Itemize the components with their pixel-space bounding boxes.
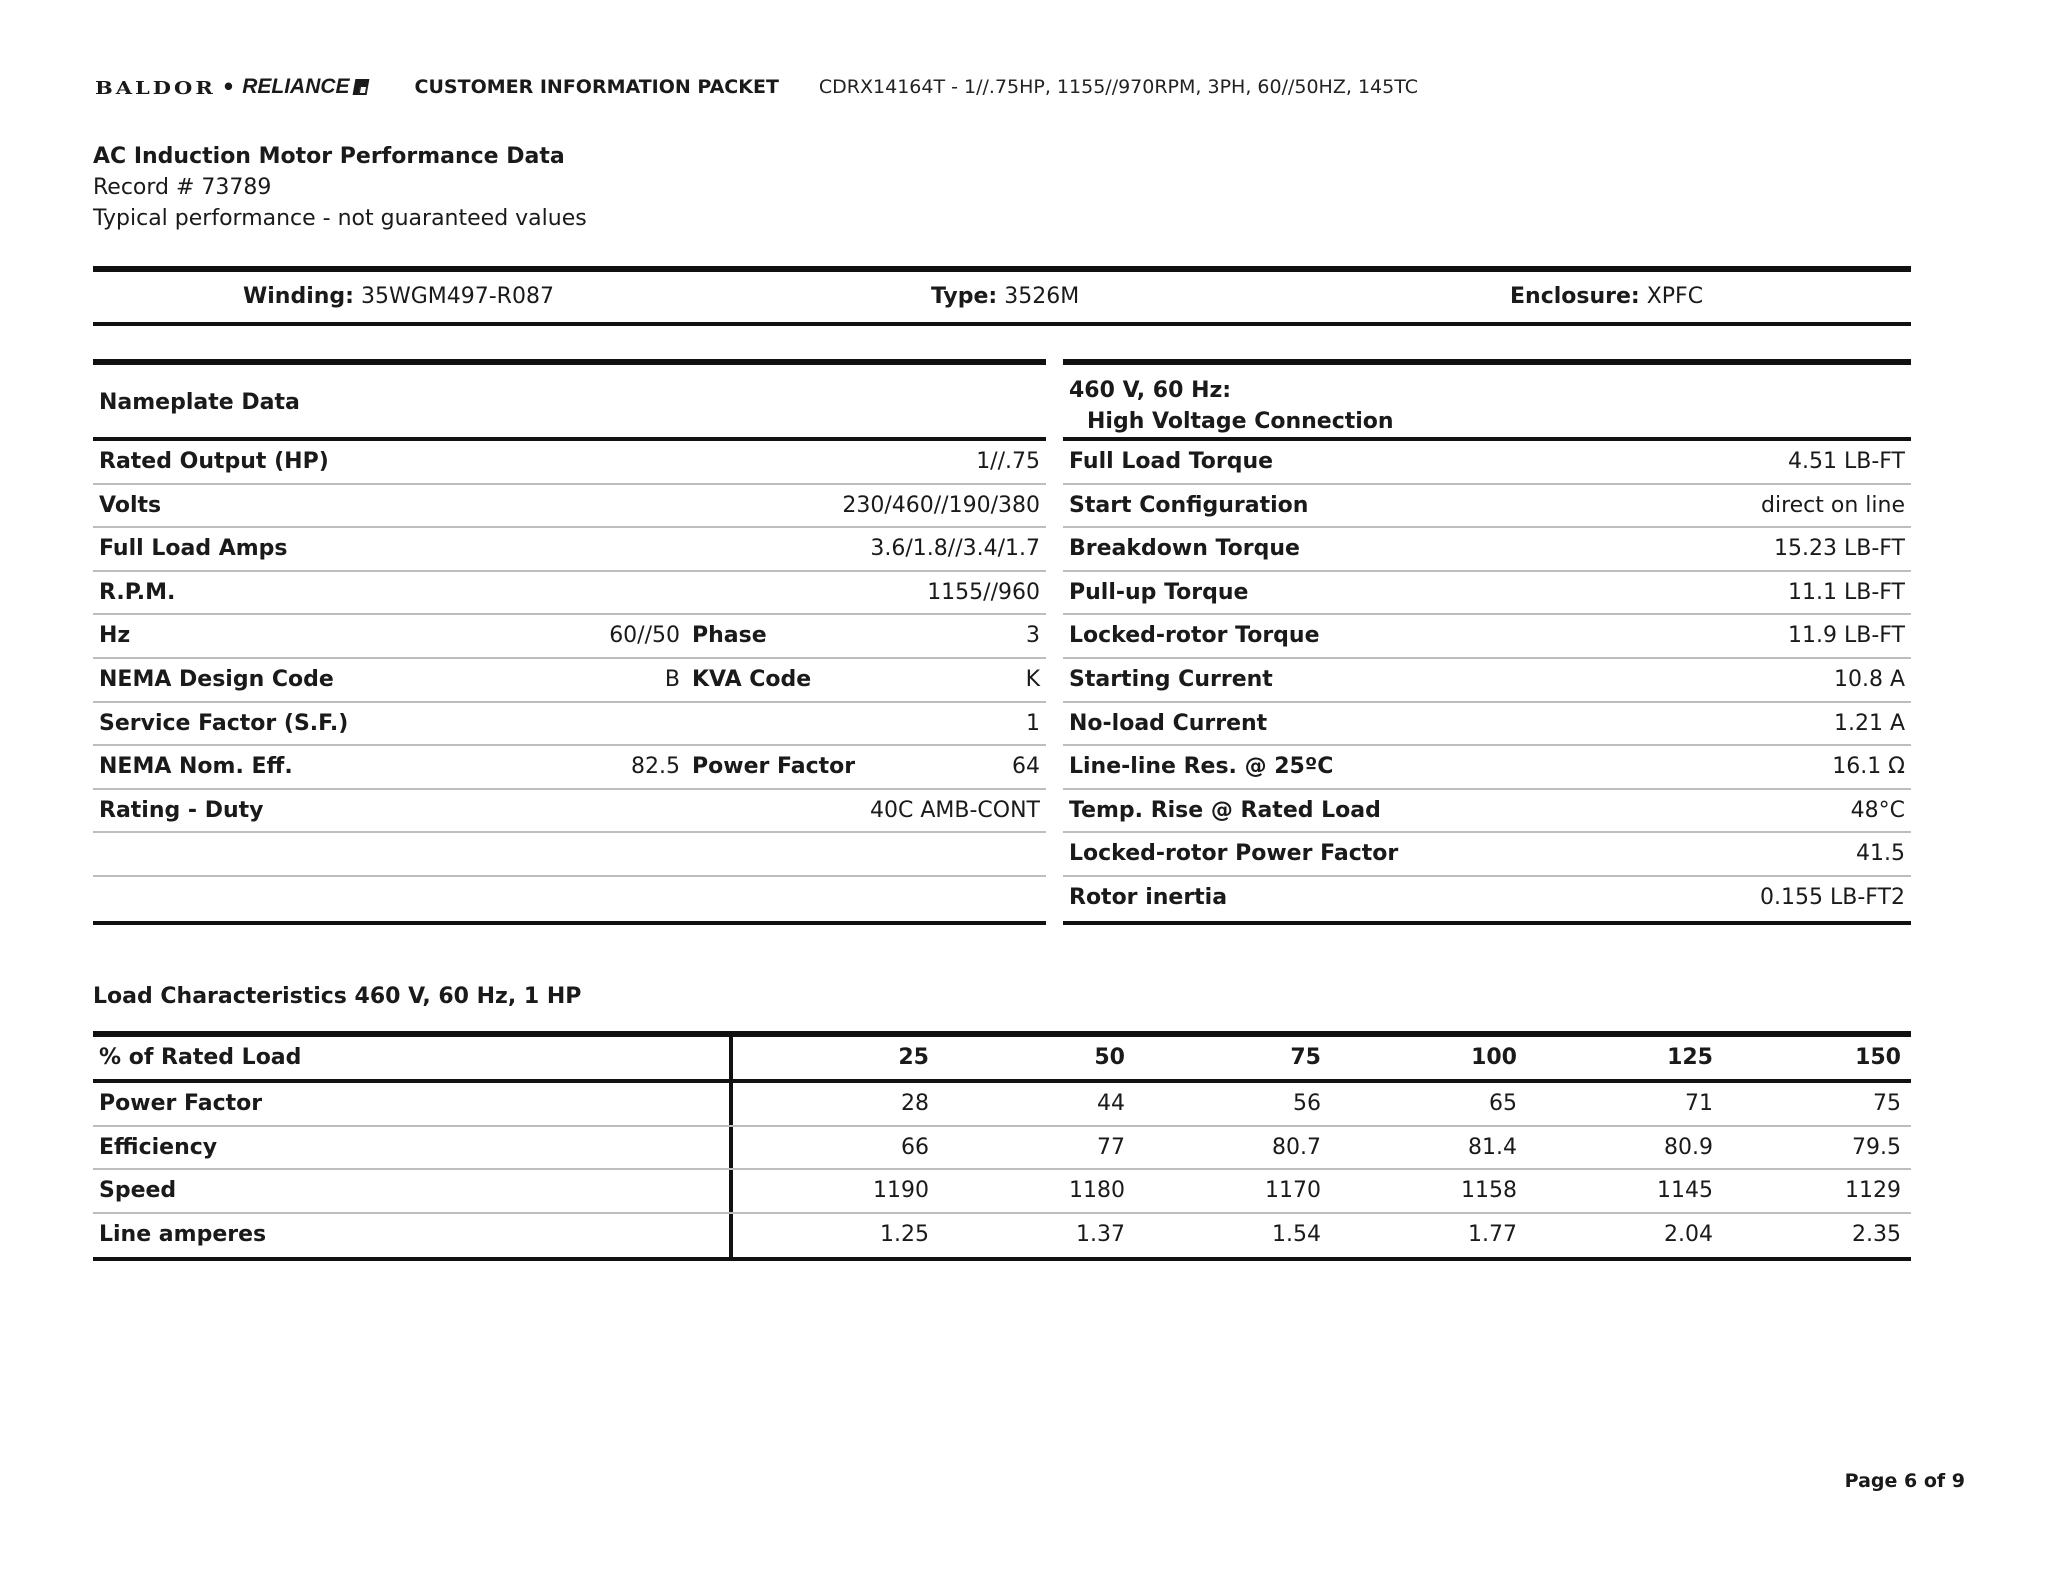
table-row [93, 1083, 1911, 1127]
header-label: % of Rated Load [93, 1037, 733, 1079]
row-mid-label: Power Factor [692, 754, 856, 780]
motor-spec-band [93, 266, 1911, 326]
logo-baldor-text: BALDOR [95, 76, 216, 98]
table-cell: 56 [1293, 1091, 1321, 1116]
row-value: 3 [1026, 623, 1040, 649]
header-cell: 125 [1667, 1045, 1713, 1070]
row-value: direct on line [1761, 492, 1905, 518]
performance-title-connection: High Voltage Connection [1087, 409, 1394, 434]
record-number: Record # 73789 [93, 175, 272, 200]
packet-title: CUSTOMER INFORMATION PACKET [414, 76, 779, 98]
row-value: 0.155 LB-FT2 [1760, 884, 1905, 910]
table-cell: 44 [1097, 1091, 1125, 1116]
table-row [1063, 703, 1911, 747]
row-label: No-load Current [1069, 710, 1268, 736]
table-cell: 66 [901, 1134, 929, 1160]
row-mid-label: Phase [692, 623, 767, 649]
row-label: Full Load Torque [1069, 449, 1274, 474]
table-cell: 1145 [1657, 1178, 1713, 1204]
row-label: Line amperes [93, 1214, 733, 1258]
header-cell: 25 [898, 1045, 929, 1070]
table-cell: 65 [1489, 1091, 1517, 1116]
table-cell: 1158 [1461, 1178, 1517, 1204]
load-characteristics-table [93, 1031, 1911, 1261]
table-cell: 71 [1685, 1091, 1713, 1116]
row-label: Temp. Rise @ Rated Load [1069, 797, 1381, 823]
table-cell: 1170 [1265, 1178, 1321, 1204]
row-value: 1//.75 [976, 449, 1040, 474]
row-value: 11.9 LB-FT [1788, 623, 1905, 649]
row-label: Efficiency [93, 1127, 733, 1169]
row-label: Power Factor [93, 1083, 733, 1125]
row-label: Breakdown Torque [1069, 536, 1300, 562]
table-cell: 77 [1097, 1134, 1125, 1160]
disclaimer: Typical performance - not guaranteed values [93, 206, 587, 231]
table-cell: 1.77 [1468, 1221, 1517, 1247]
row-label: NEMA Design Code [99, 666, 334, 692]
row-label: Full Load Amps [99, 536, 288, 562]
baldor-reliance-logo [95, 75, 368, 100]
table-cell: 81.4 [1468, 1134, 1517, 1160]
enclosure-value: XPFC [1646, 284, 1704, 309]
table-row-empty [93, 833, 1046, 877]
row-label: Locked-rotor Power Factor [1069, 841, 1399, 867]
row-value: 48°C [1850, 797, 1905, 823]
table-cell: 1.54 [1272, 1221, 1321, 1247]
logo-dot: • [221, 75, 237, 99]
row-label: Hz [99, 623, 131, 649]
row-value: 10.8 A [1833, 666, 1905, 692]
header-cell: 50 [1094, 1045, 1125, 1070]
row-label: Pull-up Torque [1069, 579, 1249, 605]
type-label: Type: [931, 284, 998, 309]
winding-field [243, 272, 554, 322]
table-row [1063, 572, 1911, 616]
nameplate-title: Nameplate Data [93, 365, 1046, 441]
row-label: Starting Current [1069, 666, 1273, 692]
nameplate-table [93, 359, 1046, 925]
row-value: 15.23 LB-FT [1774, 536, 1905, 562]
table-row [93, 790, 1046, 834]
table-cell: 1.25 [880, 1221, 929, 1247]
table-row [93, 572, 1046, 616]
row-value: 1155//960 [927, 579, 1040, 605]
row-label: Start Configuration [1069, 492, 1309, 518]
row-label: R.P.M. [99, 579, 176, 605]
table-row [93, 615, 1046, 659]
header-cell: 150 [1855, 1045, 1901, 1070]
winding-value: 35WGM497-R087 [360, 284, 554, 309]
header-cell: 75 [1290, 1045, 1321, 1070]
row-mid-value: 60//50 [609, 623, 680, 649]
row-mid-value: B [664, 666, 680, 692]
table-cell: 1180 [1069, 1178, 1125, 1204]
table-row [1063, 528, 1911, 572]
row-value: 64 [1012, 754, 1040, 780]
row-value: 1 [1026, 710, 1040, 736]
table-cell: 80.9 [1664, 1134, 1713, 1160]
table-row [1063, 485, 1911, 529]
enclosure-label: Enclosure: [1510, 284, 1640, 309]
row-value: 41.5 [1856, 841, 1905, 867]
row-label: Rotor inertia [1069, 884, 1228, 910]
table-cell: 1.37 [1076, 1221, 1125, 1247]
table-cell: 75 [1873, 1091, 1901, 1116]
header-cell: 100 [1471, 1045, 1517, 1070]
row-mid-label: KVA Code [692, 666, 812, 692]
winding-label: Winding: [243, 284, 354, 309]
logo-reliance-text: RELIANCE [242, 75, 350, 98]
performance-title-voltage: 460 V, 60 Hz: [1069, 378, 1232, 403]
logo-mark-icon [352, 79, 369, 95]
table-cell: 28 [901, 1091, 929, 1116]
table-row [93, 746, 1046, 790]
row-mid-value: 82.5 [631, 754, 680, 780]
row-value: K [1025, 666, 1040, 692]
table-cell: 2.04 [1664, 1221, 1713, 1247]
enclosure-field [1510, 272, 1703, 322]
table-cell: 80.7 [1272, 1134, 1321, 1160]
table-row [93, 1170, 1911, 1214]
model-summary: CDRX14164T - 1//.75HP, 1155//970RPM, 3PH, 60//50HZ, 145TC [818, 76, 1418, 98]
performance-table [1063, 359, 1911, 925]
intro-block [93, 141, 587, 234]
table-row [93, 1214, 1911, 1258]
table-row [1063, 790, 1911, 834]
table-row [93, 441, 1046, 485]
table-row [1063, 877, 1911, 921]
table-row-empty [93, 877, 1046, 921]
row-value: 230/460//190/380 [842, 492, 1040, 518]
table-cell: 2.35 [1852, 1221, 1901, 1247]
table-row [93, 659, 1046, 703]
table-row [93, 703, 1046, 747]
performance-title [1063, 365, 1911, 441]
row-label: Locked-rotor Torque [1069, 623, 1320, 649]
table-row [1063, 833, 1911, 877]
row-label: Service Factor (S.F.) [99, 710, 349, 736]
document-title: AC Induction Motor Performance Data [93, 144, 565, 169]
row-value: 40C AMB-CONT [870, 797, 1040, 823]
table-row [93, 528, 1046, 572]
table-header-row [93, 1037, 1911, 1083]
row-value: 1.21 A [1833, 710, 1905, 736]
table-row [93, 1127, 1911, 1171]
page-header [95, 72, 1418, 102]
row-value: 4.51 LB-FT [1788, 449, 1905, 474]
row-label: Rated Output (HP) [99, 449, 329, 474]
load-characteristics-title: Load Characteristics 460 V, 60 Hz, 1 HP [93, 984, 582, 1009]
row-label: Volts [99, 492, 162, 518]
table-cell: 79.5 [1852, 1134, 1901, 1160]
type-value: 3526M [1004, 284, 1080, 309]
table-row [1063, 615, 1911, 659]
row-value: 3.6/1.8//3.4/1.7 [870, 536, 1040, 562]
row-label: NEMA Nom. Eff. [99, 754, 293, 780]
table-row [1063, 659, 1911, 703]
page-number: Page 6 of 9 [1844, 1470, 1965, 1492]
row-value: 11.1 LB-FT [1788, 579, 1905, 605]
table-cell: 1129 [1845, 1178, 1901, 1204]
table-cell: 1190 [873, 1178, 929, 1204]
row-label: Line-line Res. @ 25ºC [1069, 754, 1334, 780]
type-field [931, 272, 1079, 322]
row-value: 16.1 Ω [1832, 754, 1905, 780]
row-label: Rating - Duty [99, 797, 264, 823]
row-label: Speed [93, 1170, 733, 1212]
table-row [1063, 746, 1911, 790]
table-row [93, 485, 1046, 529]
table-row [1063, 441, 1911, 485]
